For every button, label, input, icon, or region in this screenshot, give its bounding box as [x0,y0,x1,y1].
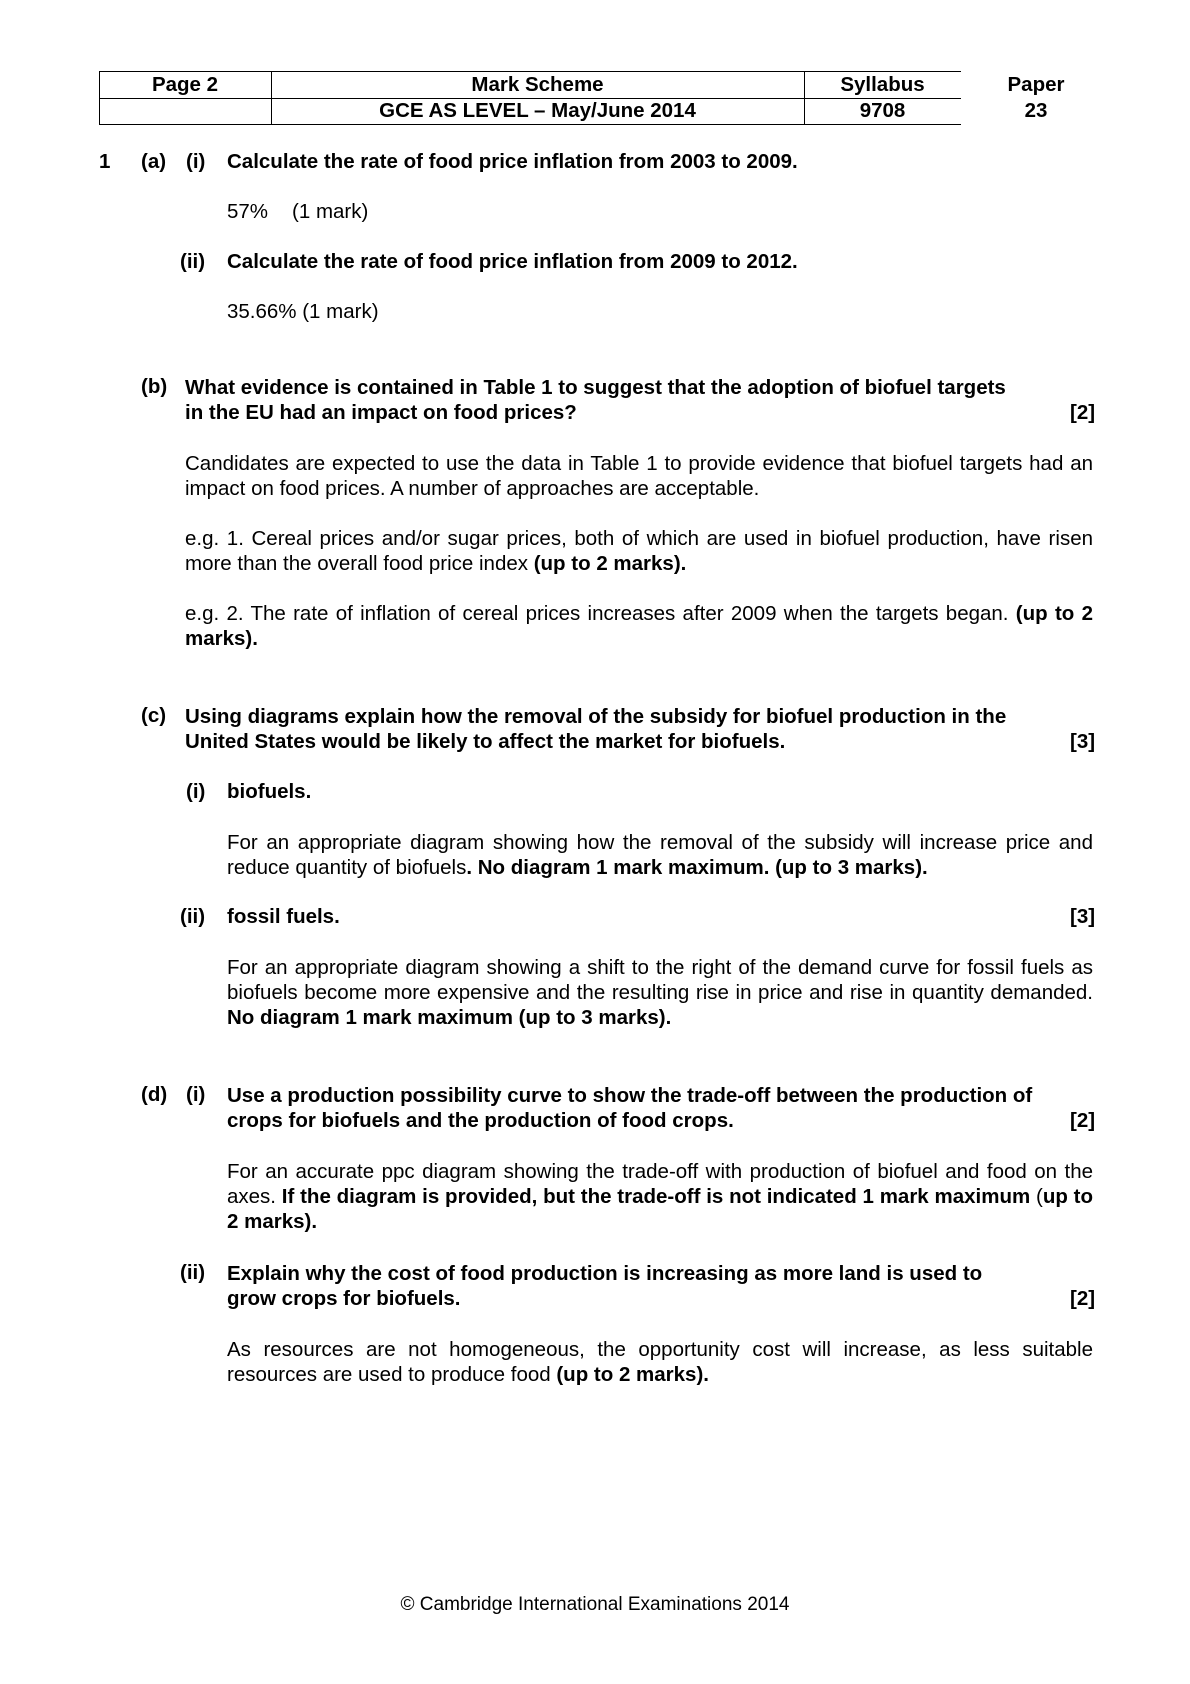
answer-marks: (up to 2 marks). [556,1363,709,1386]
sub-label-d-ii: (ii) [180,1261,206,1284]
marks-b: [2] [1070,401,1096,424]
answer-d-i [227,1159,1093,1234]
answer-a-i [227,200,368,224]
answer-text: For an appropriate diagram showing how the removal of the subsidy will increase price and reduce quantity of biofuels [227,831,1093,879]
question-b-line2: in the EU had an impact on food prices? [185,401,577,424]
question-d-i-line2: crops for biofuels and the production of food crops. [227,1109,734,1132]
syllabus-label: Syllabus [840,73,925,96]
answer-text: For an appropriate diagram showing a shift to the right of the demand curve for fossil fuels as biofuels become more expensive and the resulting rise in price and rise in quantity demanded. [227,956,1093,1004]
part-label-c: (c) [141,704,167,727]
paper-number: 23 [1024,99,1048,122]
answer-value: 57% [227,200,269,223]
part-label-d: (d) [141,1083,168,1106]
answer-marks: . No diagram 1 mark maximum. (up to 3 marks). [466,856,928,879]
part-label-a: (a) [141,150,167,173]
header-table [99,71,1065,125]
answer-text: e.g. 2. The rate of inflation of cereal prices increases after 2009 when the targets began. [185,602,1016,625]
answer-marks: (up to 2 marks). [533,552,687,575]
sub-label-c-ii: (ii) [180,905,206,928]
marks-c: [3] [1070,730,1096,753]
answer-a-ii: 35.66% (1 mark) [227,300,379,323]
marks-c-ii: [3] [1070,905,1096,928]
answer-paren: ( [1030,1185,1043,1208]
answer-marks: up to 2 marks). [227,1185,1094,1233]
question-c-line2: United States would be likely to affect the market for biofuels. [185,730,786,753]
answer-marks: (up to 2 marks). [185,602,1093,650]
question-d-i-line1: Use a production possibility curve to show the trade-off between the production of [227,1084,1033,1107]
question-d-ii-line1: Explain why the cost of food production is increasing as more land is used to [227,1262,983,1285]
page-label: Page 2 [151,73,219,96]
answer-b-p1: Candidates are expected to use the data in Table 1 to provide evidence that biofuel targets had an impact on food prices. A number of approaches are acceptable. [185,452,1093,500]
question-c-i: biofuels. [227,780,312,803]
sub-label-a-ii: (ii) [180,250,206,273]
answer-c-i [227,830,1093,880]
mark-scheme-title: Mark Scheme [471,73,604,96]
answer-d-ii [227,1337,1093,1387]
answer-mark: (1 mark) [292,200,369,223]
answer-b-p3 [185,601,1093,651]
answer-b-p2 [185,526,1093,576]
question-a-i: Calculate the rate of food price inflation from 2003 to 2009. [227,150,798,173]
question-c-ii: fossil fuels. [227,905,340,928]
footer-copyright: © Cambridge International Examinations 2014 [400,1594,790,1615]
question-number: 1 [99,150,111,173]
sub-label-c-i: (i) [186,780,206,803]
exam-subtitle: GCE AS LEVEL – May/June 2014 [379,99,696,122]
question-c-line1: Using diagrams explain how the removal of the subsidy for biofuel production in the [185,705,1007,728]
answer-marks: No diagram 1 mark maximum (up to 3 marks). [227,1006,672,1029]
question-b-line1: What evidence is contained in Table 1 to suggest that the adoption of biofuel targets [185,376,1006,399]
sub-label-d-i: (i) [186,1083,206,1106]
answer-text: e.g. 1. Cereal prices and/or sugar prices, both of which are used in biofuel production, have risen more than the overall food price index [185,527,1093,575]
paper-label: Paper [1007,73,1065,96]
syllabus-code: 9708 [859,99,906,122]
marks-d-i: [2] [1070,1109,1096,1132]
answer-c-ii [227,955,1093,1030]
sub-label-a-i: (i) [186,150,206,173]
part-label-b: (b) [141,375,168,398]
question-d-ii-line2: grow crops for biofuels. [227,1287,461,1310]
marks-d-ii: [2] [1070,1287,1096,1310]
question-a-ii: Calculate the rate of food price inflation from 2009 to 2012. [227,250,798,273]
answer-text: For an accurate ppc diagram showing the trade-off with production of biofuel and food on the axes. [227,1160,1093,1208]
answer-condition: If the diagram is provided, but the trade-off is not indicated 1 mark maximum [281,1185,1031,1208]
answer-text: As resources are not homogeneous, the opportunity cost will increase, as less suitable resources are used to produce food [227,1338,1093,1386]
table-rule [99,124,961,125]
